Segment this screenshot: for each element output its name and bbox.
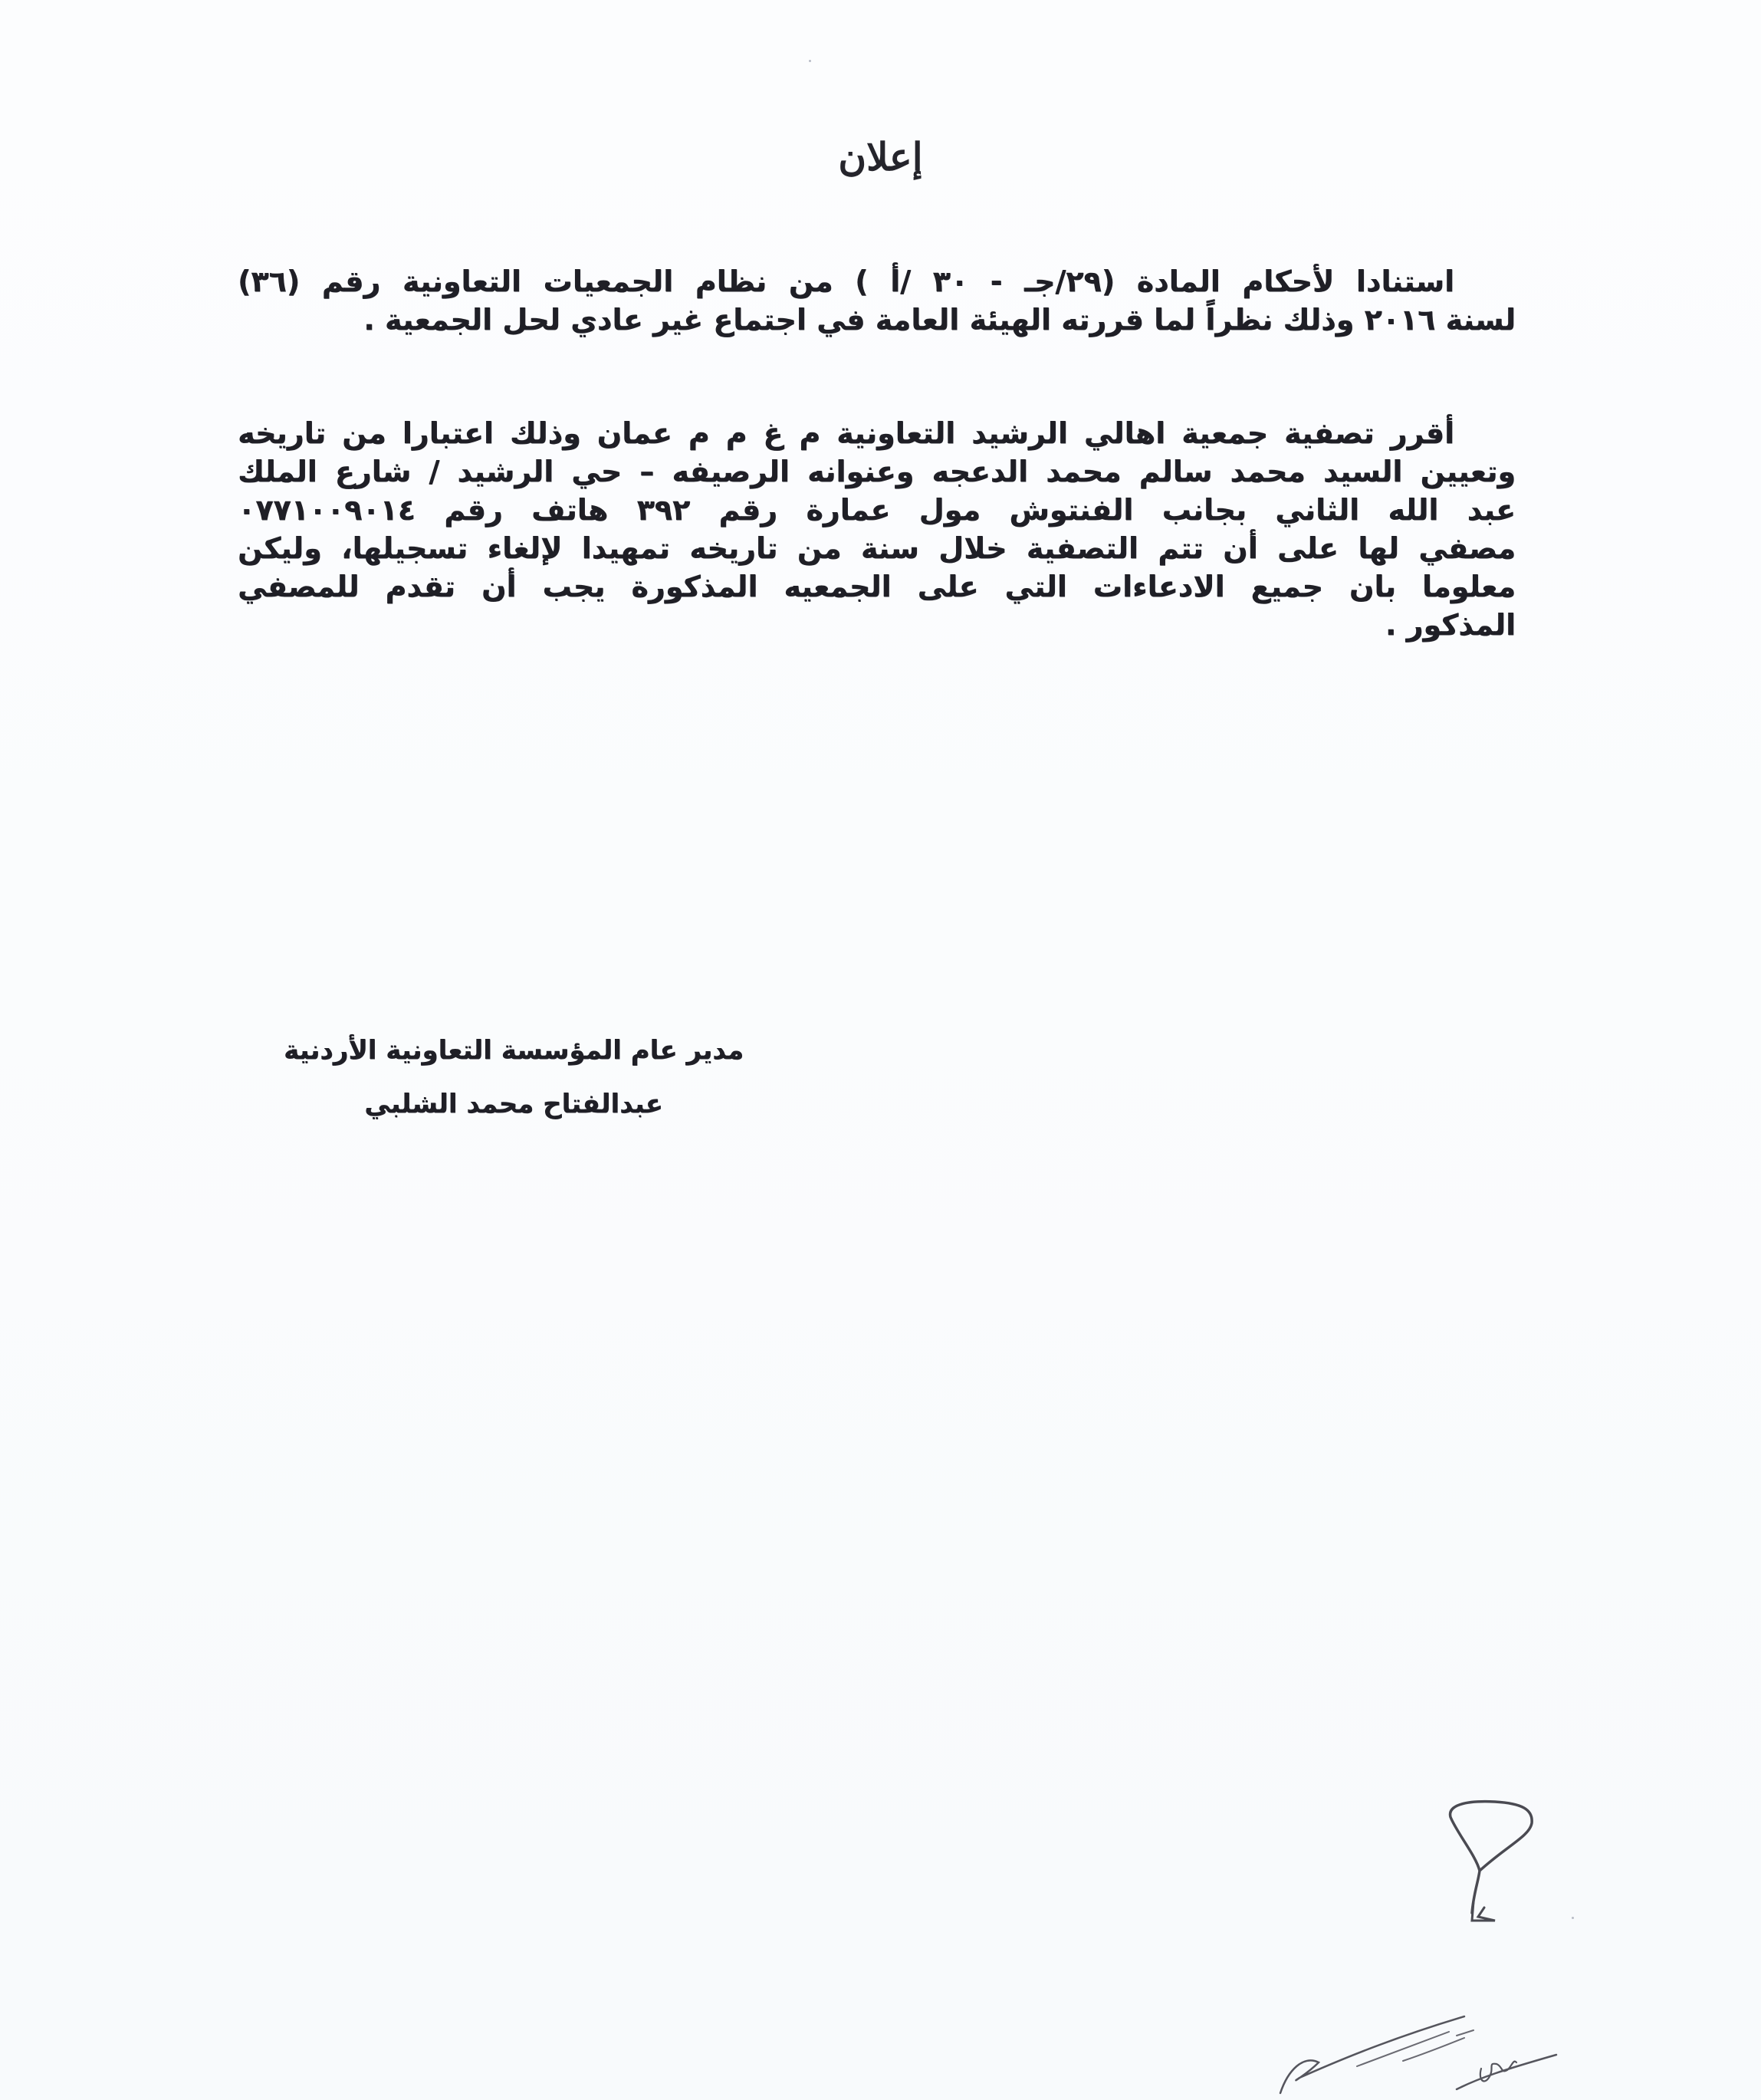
- paragraph-line: لسنة ٢٠١٦ وذلك نظراً لما قررته الهيئة العامة في اجتماع غير عادي لحل الجمعية .: [363, 303, 1516, 337]
- paragraph-line: عبد الله الثاني بجانب الفنتوش مول عمارة رقم ٣٩٢ هاتف رقم ٠٧٧١٠٠٩٠١٤: [238, 493, 1516, 527]
- signature-block: [238, 1027, 744, 1127]
- scan-speck: [809, 60, 811, 62]
- paragraph-line: المذكور .: [1385, 608, 1516, 642]
- document-title: إعلان: [838, 134, 923, 179]
- paragraph-line: مصفي لها على أن تتم التصفية خلال سنة من تاريخه تمهيدا لإلغاء تسجيلها، وليكن: [238, 531, 1516, 565]
- signatory-position: مدير عام المؤسسة التعاونية الأردنية: [284, 1035, 744, 1066]
- paragraph-line: استنادا لأحكام المادة (٢٩/جـ - ٣٠ /أ ) من نظام الجمعيات التعاونية رقم (٣٦): [238, 265, 1455, 298]
- handwritten-initial-icon: [1434, 1794, 1556, 1932]
- signatory-name: عبدالفتاح محمد الشلبي: [364, 1089, 663, 1119]
- paragraph-legal-basis: [238, 262, 1516, 339]
- paragraph-line: معلوما بان جميع الادعاءات التي على الجمعيه المذكورة يجب أن تقدم للمصفي: [238, 570, 1516, 603]
- paragraph-line: أقرر تصفية جمعية اهالي الرشيد التعاونية م غ م م عمان وذلك اعتبارا من تاريخه: [238, 416, 1454, 450]
- handwritten-signature-icon: [1273, 1963, 1564, 2100]
- paragraph-line: وتعيين السيد محمد سالم محمد الدعجه وعنوانه الرصيفه – حي الرشيد / شارع الملك: [238, 455, 1516, 488]
- scan-speck: [1572, 1917, 1574, 1919]
- paragraph-liquidation-decision: [238, 414, 1516, 644]
